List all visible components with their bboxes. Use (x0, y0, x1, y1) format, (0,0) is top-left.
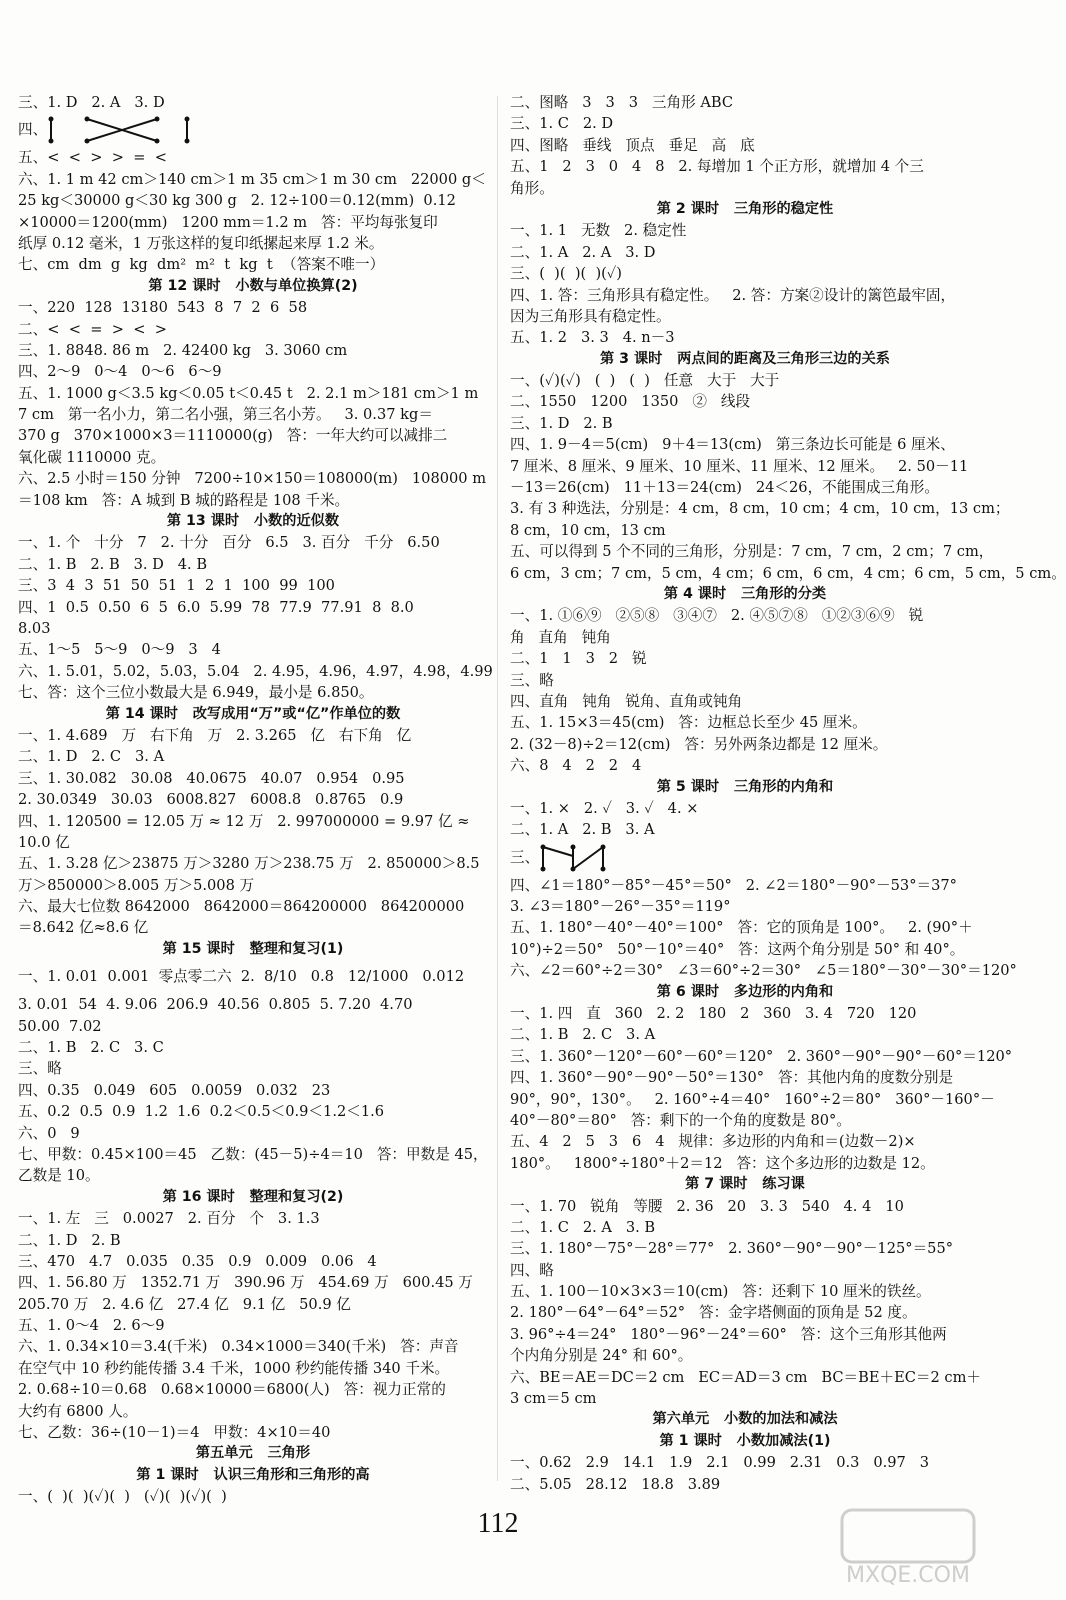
answer-line (510, 960, 1017, 981)
answer-text: 三、略 (510, 671, 554, 689)
answer-line (510, 498, 1010, 519)
answer-line (510, 712, 980, 733)
answer-line (510, 1110, 980, 1131)
lesson-heading (510, 349, 980, 370)
lesson-heading (18, 1465, 488, 1486)
answer-line (18, 1315, 488, 1336)
answer-text: 五、< < > > = < (18, 149, 167, 167)
answer-line (510, 178, 980, 199)
answer-text: 三、1. 30.082 30.08 40.0675 40.07 0.954 0.95 (18, 769, 405, 787)
answer-line (510, 917, 980, 938)
answer-line (510, 1217, 980, 1238)
answer-text: 六、BE＝AE＝DC＝2 cm EC＝AD＝3 cm BC＝BE＋EC＝2 cm＋ (510, 1368, 982, 1386)
answer-line (510, 1131, 980, 1152)
answer-line (18, 1144, 488, 1165)
answer-line (510, 1089, 995, 1110)
right-answer-column (510, 92, 1066, 1495)
answer-line (18, 468, 488, 489)
answer-line (18, 1422, 488, 1443)
answer-line (18, 1272, 488, 1293)
answer-line (510, 370, 980, 391)
answer-line (510, 1452, 980, 1473)
answer-text: 3. 0.01 54 4. 9.06 206.9 40.56 0.805 5. 7.20 4.70 (18, 996, 413, 1014)
answer-text: 二、1 1 3 2 锐 (510, 650, 647, 668)
answer-line (510, 1153, 980, 1174)
lesson-heading (510, 584, 980, 605)
answer-text: 第 1 课时 小数加减法(1) (659, 1432, 831, 1449)
lesson-heading (510, 777, 980, 798)
answer-text: 六、∠2＝60°÷2＝30° ∠3＝60°÷2＝30° ∠5＝180°－30°－30°＝120° (510, 962, 1017, 980)
answer-text: 第六单元 小数的加法和减法 (652, 1411, 838, 1428)
answer-line (510, 841, 980, 875)
answer-line (18, 597, 488, 618)
answer-text: 一、1. × 2. ✓ 3. ✓ 4. × (510, 799, 699, 817)
answer-text: 二、5.05 28.12 18.8 3.89 (510, 1475, 721, 1493)
answer-line (18, 404, 488, 425)
answer-text: 2. (32－8)÷2＝12(cm) 答：另外两条边都是 12 厘米。 (510, 735, 888, 753)
answer-line (510, 285, 980, 306)
answer-text: 三、470 4.7 0.035 0.35 0.9 0.009 0.06 4 (18, 1252, 377, 1270)
answer-line (510, 135, 980, 156)
answer-text: 五、0.2 0.5 0.9 1.2 1.6 0.2＜0.5＜0.9＜1.2＜1.6 (18, 1103, 385, 1121)
answer-line (510, 391, 980, 412)
answer-line (510, 896, 980, 917)
answer-text: 第 3 课时 两点间的距离及三角形三边的关系 (600, 350, 890, 367)
answer-text: 五、1. 0～4 2. 6～9 (18, 1317, 165, 1335)
answer-text: 3. 有 3 种选法，分别是：4 cm，8 cm，10 cm；4 cm，10 cm，13 cm； (510, 500, 1010, 518)
answer-text: 四、1 0.5 0.50 6 5 6.0 5.99 78 77.9 77.91 8 8.0 (18, 598, 414, 616)
answer-line (510, 670, 980, 691)
answer-text: 二、1. B 2. C 3. C (18, 1039, 164, 1057)
answer-line (510, 541, 994, 562)
answer-line (510, 939, 980, 960)
lesson-heading (510, 982, 980, 1003)
answer-text: 第 5 课时 三角形的内角和 (656, 778, 834, 795)
answer-text: 五、1. 180°－40°－40°＝100° 答：它的顶角是 100°。 2. (90°＋ (510, 919, 973, 937)
answer-line (18, 1251, 488, 1272)
answer-text: 50.00 7.02 (18, 1017, 102, 1035)
answer-line (510, 1345, 980, 1366)
answer-line (18, 92, 488, 113)
answer-line (18, 212, 488, 233)
answer-text: 2. 0.68÷10＝0.68 0.68×10000＝6800(人) 答：视力正常的 (18, 1381, 446, 1399)
lesson-heading (510, 199, 980, 220)
answer-text: 180°。 1800°÷180°＋2＝12 答：这个多边形的边数是 12。 (510, 1154, 935, 1172)
answer-line (18, 811, 488, 832)
answer-text: 第 14 课时 改写成用“万”或“亿”作单位的数 (105, 705, 401, 722)
answer-line (510, 627, 980, 648)
lesson-heading (18, 704, 488, 725)
answer-text: 万＞850000＞8.005 万＞5.008 万 (18, 876, 255, 894)
answer-line (510, 327, 980, 348)
answer-text: 大约有 6800 人。 (18, 1402, 138, 1420)
answer-line (510, 306, 980, 327)
answer-text: 25 kg＜30000 g＜30 kg 300 g 2. 12÷100＝0.12(mm) 0.12 (18, 192, 456, 210)
answer-line (510, 1260, 980, 1281)
answer-line (18, 532, 488, 553)
answer-text: 3. ∠3＝180°－26°－35°＝119° (510, 898, 731, 916)
answer-text: 一、( )( )(✓)( ) (✓)( )(✓)( ) (18, 1488, 227, 1506)
answer-text: 第 16 课时 整理和复习(2) (162, 1188, 344, 1205)
answer-text: 六、最大七位数 8642000 8642000＝864200000 864200000 (18, 898, 465, 916)
answer-line (18, 425, 488, 446)
answer-line (18, 1208, 488, 1229)
answer-line (18, 725, 488, 746)
answer-text: 二、1550 1200 1350 ② 线段 (510, 393, 751, 411)
answer-line (510, 563, 1066, 584)
answer-text: 二、1. A 2. A 3. D (510, 243, 656, 261)
answer-line (510, 1024, 980, 1045)
answer-line (18, 447, 488, 468)
answer-line (18, 768, 488, 789)
answer-line (18, 960, 488, 994)
answer-text: 3 cm＝5 cm (510, 1390, 597, 1408)
answer-line (18, 832, 488, 853)
answer-line (18, 190, 488, 211)
answer-line (510, 156, 980, 177)
answer-line (18, 233, 488, 254)
answer-text: 五、1 2 3 0 4 8 2. 每增加 1 个正方形，就增加 4 个三 (510, 158, 924, 176)
answer-line (510, 734, 980, 755)
answer-text: 六、0 9 (18, 1124, 80, 1142)
answer-text: 六、2.5 小时＝150 分钟 7200÷10×150＝108000(m) 108000 m (18, 470, 487, 488)
answer-line (18, 994, 488, 1015)
answer-text: 8.03 (18, 619, 51, 637)
answer-line (18, 789, 488, 810)
answer-text: 四、图略 垂线 顶点 垂足 高 底 (510, 136, 755, 154)
answer-text: 七、cm dm g kg dm² m² t kg t （答案不唯一） (18, 256, 385, 274)
answer-text: 在空气中 10 秒约能传播 3.4 千米，1000 秒约能传播 340 千米。 (18, 1359, 450, 1377)
answer-line (510, 691, 980, 712)
answer-line (18, 169, 488, 190)
answer-text: 二、1. A 2. B 3. A (510, 821, 655, 839)
answer-text: 90°，90°，130°。 2. 160°÷4＝40° 160°÷2＝80° 360°－160°－ (510, 1090, 995, 1108)
answer-text: 三、1. D 2. B (510, 414, 613, 432)
answer-line (18, 618, 488, 639)
answer-text: 第 13 课时 小数的近似数 (166, 513, 340, 530)
answer-line (18, 853, 488, 874)
answer-text: 三、1. 180°－75°－28°＝77° 2. 360°－90°－90°－125°＝55° (510, 1240, 954, 1258)
answer-line (18, 1486, 488, 1507)
answer-line (18, 254, 488, 275)
answer-line (18, 340, 488, 361)
answer-text: 四、1. 56.80 万 1352.71 万 390.96 万 454.69 万 600.45 万 (18, 1274, 473, 1292)
answer-text: 六、1. 5.01，5.02，5.03，5.04 2. 4.95，4.96，4.97，4.98，4.99 (18, 662, 493, 680)
answer-text: 四、2～9 0～4 0～6 6～9 (18, 363, 222, 381)
answer-text: ×10000＝1200(mm) 1200 mm＝1.2 m 答：平均每张复印 (18, 213, 438, 231)
answer-line (510, 1324, 980, 1345)
answer-text: 二、1. B 2. B 3. D 4. B (18, 555, 208, 573)
lesson-heading (18, 939, 488, 960)
answer-line (510, 477, 980, 498)
matching-lines-diagram (47, 116, 197, 144)
answer-line (510, 263, 980, 284)
answer-line (18, 1230, 488, 1251)
answer-line (510, 1196, 980, 1217)
answer-line (510, 92, 980, 113)
answer-text: 纸厚 0.12 毫米，1 万张这样的复印纸摞起来厚 1.2 米。 (18, 234, 384, 252)
answer-text: 二、1. D 2. C 3. A (18, 748, 165, 766)
answer-line (18, 147, 488, 168)
answer-text: 二、1. B 2. C 3. A (510, 1026, 656, 1044)
answer-text: 四、1. 9－4＝5(cm) 9＋4＝13(cm) 第三条边长可能是 6 厘米、 (510, 436, 955, 454)
answer-text: 二、1. D 2. B (18, 1231, 121, 1249)
answer-line (18, 490, 488, 511)
answer-line (510, 242, 980, 263)
answer-line (510, 1281, 980, 1302)
answer-line (510, 605, 980, 626)
answer-text: 四、略 (510, 1261, 554, 1279)
answer-line (510, 1238, 980, 1259)
answer-text: 6 cm，3 cm；7 cm，5 cm，4 cm；6 cm，6 cm，4 cm；6 cm，5 cm，5 cm。 (510, 564, 1066, 582)
answer-line (18, 917, 488, 938)
answer-line (510, 875, 980, 896)
left-answer-column (18, 92, 493, 1508)
answer-text: 四、直角 钝角 锐角、直角或钝角 (510, 692, 743, 710)
lesson-heading (18, 511, 488, 532)
lesson-heading (510, 1174, 980, 1195)
lesson-heading (18, 1443, 488, 1464)
answer-text: 五、1. 100－10×3×3＝10(cm) 答：还剩下 10 厘米的铁丝。 (510, 1283, 931, 1301)
answer-text: 一、(✓)(✓) ( ) ( ) 任意 大于 大于 (510, 372, 780, 390)
answer-text: 第 7 课时 练习课 (685, 1176, 805, 1193)
answer-text: 五、4 2 5 3 6 4 规律：多边形的内角和＝(边数－2)× (510, 1133, 916, 1151)
answer-line (18, 361, 488, 382)
watermark-logo (838, 1504, 978, 1590)
answer-text: 40°－80°＝80° 答：剩下的一个角的度数是 80°。 (510, 1111, 851, 1129)
answer-text: 一、1. 个 十分 7 2. 十分 百分 6.5 3. 百分 千分 6.50 (18, 534, 440, 552)
answer-text: ＝108 km 答：A 城到 B 城的路程是 108 千米。 (18, 491, 350, 509)
answer-line (510, 456, 980, 477)
answer-line (510, 1067, 980, 1088)
answer-line (510, 1046, 1013, 1067)
lesson-heading (510, 1431, 980, 1452)
answer-text: 2. 180°－64°－64°＝52° 答：金字塔侧面的顶角是 52 度。 (510, 1304, 917, 1322)
answer-text: 二、< < = > < > (18, 320, 167, 338)
lesson-heading (510, 1409, 980, 1430)
answer-text: 一、1. 1 无数 2. 稳定性 (510, 222, 687, 240)
answer-text: 四、0.35 0.049 605 0.0059 0.032 23 (18, 1081, 331, 1099)
answer-text: 10.0 亿 (18, 833, 70, 851)
answer-text: 六、1. 0.34×10＝3.4(千米) 0.34×1000＝340(千米) 答：声音 (18, 1338, 459, 1356)
answer-line (510, 819, 980, 840)
angle-lines-diagram (539, 844, 629, 872)
answer-line (18, 575, 488, 596)
answer-text: 第 1 课时 认识三角形和三角形的高 (136, 1466, 370, 1483)
answer-line (510, 220, 980, 241)
column-divider (497, 96, 498, 1481)
answer-line (18, 639, 488, 660)
answer-text: 7 cm 第一名小力，第二名小强，第三名小芳。 3. 0.37 kg＝ (18, 406, 433, 424)
answer-text: 因为三角形具有稳定性。 (510, 307, 671, 325)
answer-text: 二、1. C 2. A 3. B (510, 1218, 656, 1236)
answer-line (510, 520, 980, 541)
answer-line (18, 1080, 488, 1101)
answer-line (18, 1037, 488, 1058)
answer-text: 七、甲数：0.45×100＝45 乙数：(45－5)÷4＝10 答：甲数是 45， (18, 1145, 488, 1163)
page-number: 112 (477, 1508, 519, 1539)
answer-text: 第五单元 三角形 (195, 1445, 311, 1462)
answer-text: 角 直角 钝角 (510, 628, 611, 646)
answer-text: 三、( )( )( )(✓) (510, 265, 622, 283)
answer-text: 三、 (510, 848, 540, 866)
answer-text: 五、1. 15×3＝45(cm) 答：边框总长至少 45 厘米。 (510, 714, 867, 732)
answer-line (18, 1101, 488, 1122)
answer-line (510, 648, 980, 669)
answer-line (510, 1302, 980, 1323)
answer-line (18, 383, 488, 404)
answer-text: 二、图略 3 3 3 三角形 ABC (510, 94, 734, 111)
answer-text: 一、0.62 2.9 14.1 1.9 2.1 0.99 2.31 0.3 0.97 3 (510, 1454, 930, 1472)
answer-text: 一、1. ①⑥⑨ ②⑤⑧ ③④⑦ 2. ④⑤⑦⑧ ①②③⑥⑨ 锐 (510, 607, 924, 625)
answer-text: 8 cm，10 cm，13 cm (510, 521, 666, 539)
answer-text: 205.70 万 2. 4.6 亿 27.4 亿 9.1 亿 50.9 亿 (18, 1295, 351, 1313)
answer-text: 一、1. 四 直 360 2. 2 180 2 360 3. 4 720 120 (510, 1005, 917, 1023)
answer-line (510, 434, 980, 455)
answer-line (18, 746, 488, 767)
answer-text: 第 2 课时 三角形的稳定性 (656, 200, 834, 217)
answer-text: 五、1～5 5～9 0～9 3 4 (18, 641, 221, 659)
answer-line (510, 1388, 980, 1409)
answer-text: 四、1. 答：三角形具有稳定性。 2. 答：方案②设计的篱笆最牢固， (510, 286, 956, 304)
answer-text: 一、1. 左 三 0.0027 2. 百分 个 3. 1.3 (18, 1210, 320, 1228)
answer-text: 四、1. 120500 = 12.05 万 ≈ 12 万 2. 997000000 = 9.97 亿 ≈ (18, 812, 470, 830)
answer-line (18, 554, 488, 575)
answer-line (18, 682, 488, 703)
answer-text: 第 6 课时 多边形的内角和 (656, 983, 834, 1000)
answer-text: 六、1. 1 m 42 cm＞140 cm＞1 m 35 cm＞1 m 30 cm 22000 g＜ (18, 170, 486, 188)
answer-text: 2. 30.0349 30.03 6008.827 6008.8 0.8765 0.9 (18, 791, 404, 809)
answer-line (510, 113, 980, 134)
answer-text: 六、8 4 2 2 4 (510, 757, 642, 775)
answer-line (18, 1016, 488, 1037)
answer-line (18, 1358, 488, 1379)
lesson-heading (18, 1187, 488, 1208)
answer-text: 四、∠1＝180°－85°－45°＝50° 2. ∠2＝180°－90°－53°＝37° (510, 876, 957, 894)
answer-line (18, 1165, 488, 1186)
answer-text: 氧化碳 1110000 克。 (18, 448, 166, 466)
answer-text: 乙数是 10。 (18, 1167, 100, 1185)
answer-line (18, 661, 493, 682)
answer-line (18, 297, 488, 318)
answer-text: 3. 96°÷4＝24° 180°－96°－24°＝60° 答：这个三角形其他两 (510, 1325, 947, 1343)
answer-text: 一、220 128 13180 543 8 7 2 6 58 (18, 299, 308, 317)
answer-text: 三、3 4 3 51 50 51 1 2 1 100 99 100 (18, 577, 335, 595)
answer-line (18, 113, 488, 147)
answer-text: 四、 (18, 121, 48, 139)
answer-line (18, 319, 488, 340)
answer-line (510, 413, 980, 434)
svg-text:MXQE.COM: MXQE.COM (846, 1563, 970, 1588)
answer-text: 五、1. 3.28 亿＞23875 万＞3280 万＞238.75 万 2. 850000＞8.5 (18, 855, 480, 873)
answer-line (18, 1401, 488, 1422)
answer-text: 五、1. 2 3. 3 4. n－3 (510, 329, 675, 347)
answer-text: 一、1. 0.01 0.001 零点零二六 2. 8/10 0.8 12/1000 0.012 (18, 968, 465, 986)
answer-text: 三、1. 360°－120°－60°－60°＝120° 2. 360°－90°－90°－60°＝120° (510, 1047, 1013, 1065)
answer-text: 7 厘米、8 厘米、9 厘米、10 厘米、11 厘米、12 厘米。 2. 50－11 (510, 457, 969, 475)
answer-text: 三、1. D 2. A 3. D (18, 94, 165, 111)
answer-line (510, 1474, 980, 1495)
answer-line (510, 755, 980, 776)
answer-text: －13＝26(cm) 11＋13＝24(cm) 24＜26，不能围成三角形。 (510, 479, 939, 497)
lesson-heading (18, 276, 488, 297)
answer-line (18, 1058, 488, 1079)
answer-text: 七、答：这个三位小数最大是 6.949，最小是 6.850。 (18, 684, 374, 702)
answer-text: 七、乙数：36÷(10－1)＝4 甲数：4×10＝40 (18, 1424, 331, 1442)
answer-text: 五、1. 1000 g＜3.5 kg＜0.05 t＜0.45 t 2. 2.1 m＞181 cm＞1 m (18, 384, 479, 402)
answer-text: 角形。 (510, 179, 554, 197)
answer-text: 个内角分别是 24° 和 60°。 (510, 1347, 693, 1365)
answer-text: 四、1. 360°－90°－90°－50°＝130° 答：其他内角的度数分别是 (510, 1069, 954, 1087)
answer-text: 第 15 课时 整理和复习(1) (162, 940, 344, 957)
answer-text: ＝8.642 亿≈8.6 亿 (18, 919, 149, 937)
answer-text: 三、略 (18, 1060, 62, 1078)
answer-text: 一、1. 4.689 万 右下角 万 2. 3.265 亿 右下角 亿 (18, 726, 412, 744)
answer-line (18, 875, 488, 896)
answer-text: 三、1. C 2. D (510, 115, 614, 133)
answer-text: 五、可以得到 5 个不同的三角形，分别是：7 cm，7 cm，2 cm；7 cm， (510, 543, 994, 561)
answer-line (18, 1336, 488, 1357)
answer-text: 第 12 课时 小数与单位换算(2) (148, 277, 358, 294)
answer-text: 370 g 370×1000×3＝1110000(g) 答：一年大约可以减排二 (18, 427, 448, 445)
answer-text: 一、1. 70 锐角 等腰 2. 36 20 3. 3 540 4. 4 10 (510, 1197, 904, 1215)
answer-line (18, 1123, 488, 1144)
answer-line (18, 1294, 488, 1315)
answer-text: 三、1. 8848. 86 m 2. 42400 kg 3. 3060 cm (18, 341, 348, 359)
answer-line (510, 1367, 980, 1388)
answer-line (18, 1379, 488, 1400)
answer-line (510, 798, 980, 819)
answer-line (18, 896, 488, 917)
answer-line (510, 1003, 980, 1024)
answer-text: 10°)÷2＝50° 50°－10°＝40° 答：这两个角分别是 50° 和 40°。 (510, 940, 965, 958)
answer-text: 第 4 课时 三角形的分类 (663, 585, 827, 602)
